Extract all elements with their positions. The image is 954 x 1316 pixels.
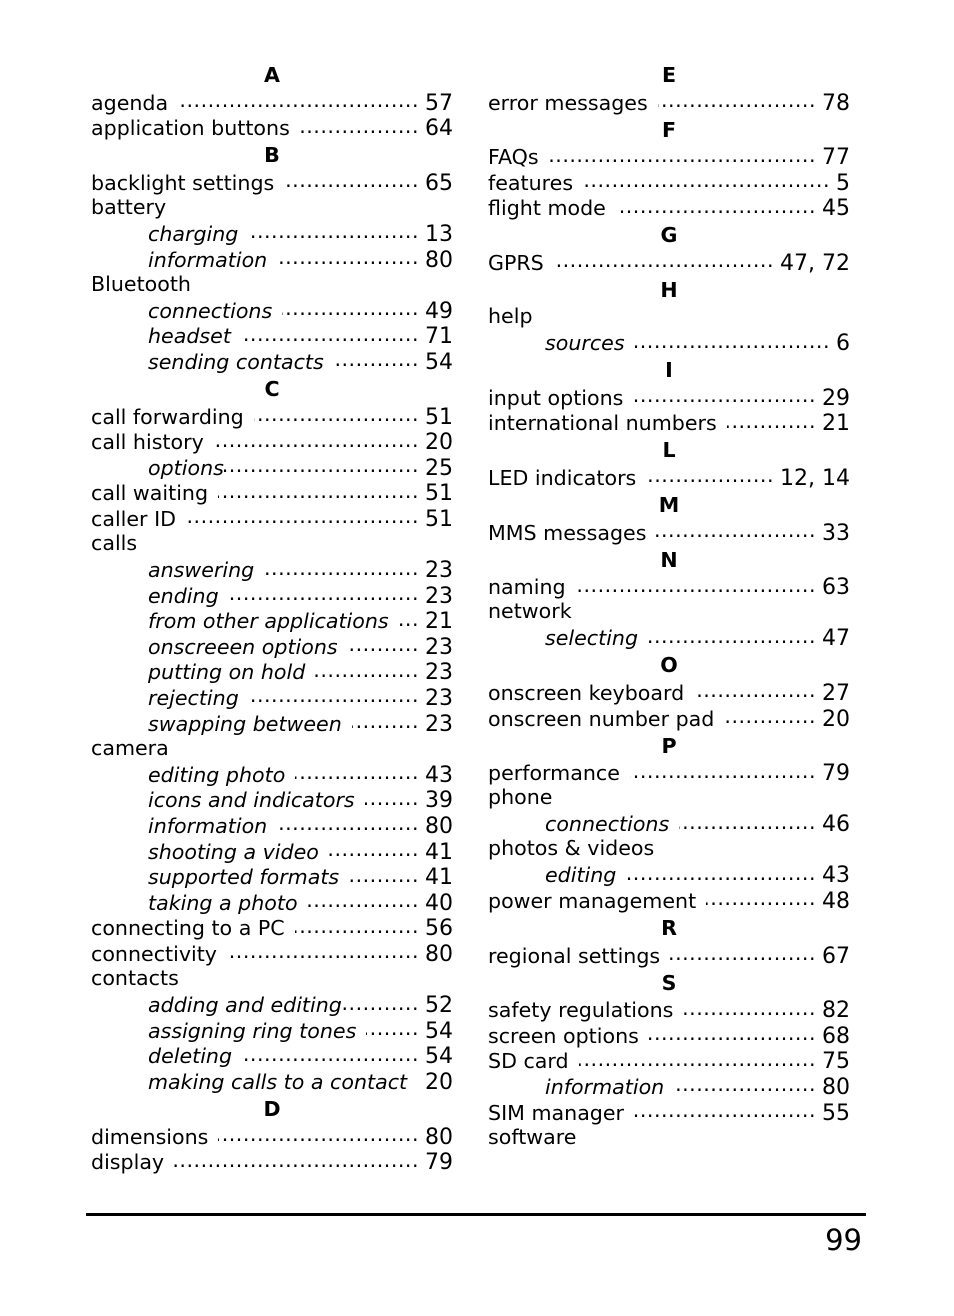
index-page-ref: 63 [822,575,850,601]
index-term: international numbers [488,411,717,436]
index-term: Bluetooth [91,271,191,296]
index-entry [488,1099,850,1125]
dot-leader [277,246,419,267]
index-entry [91,89,453,115]
index-page-ref: 67 [822,943,850,969]
index-page-ref: 82 [822,998,850,1024]
index-term: deleting [148,1044,233,1069]
index-entry [488,836,850,862]
dot-leader [706,887,816,908]
index-term: agenda [91,90,169,115]
index-page-ref: 68 [822,1023,850,1049]
index-page-ref: 6 [836,331,850,357]
dot-leader [630,760,816,781]
page-number: 99 [825,1223,862,1257]
dot-leader [334,348,419,369]
dot-leader [295,761,419,782]
index-entry [488,464,850,490]
index-subentry [91,608,453,634]
index-term: caller ID [91,506,176,531]
index-page-ref: 71 [425,324,453,350]
dot-leader [282,297,419,318]
index-entry [91,966,453,992]
index-term: taking a photo [148,890,298,915]
index-letter-heading: F [661,117,677,142]
dot-leader [727,410,816,431]
dot-leader [670,942,816,963]
index-term: connections [545,812,670,837]
index-term: options [148,455,224,480]
dot-leader [248,220,419,241]
index-entry [91,531,453,557]
index-term: call forwarding [91,404,244,429]
index-term: putting on hold [148,660,306,685]
dot-leader [549,144,816,165]
index-subentry [91,633,453,659]
dot-leader [218,480,419,501]
index-term: error messages [488,90,648,115]
index-term: help [488,303,533,328]
index-page-ref: 51 [425,506,453,532]
index-page-ref: 78 [822,90,850,116]
index-entry [91,169,453,195]
index-letter-heading: M [658,492,680,517]
index-term: photos & videos [488,836,655,861]
index-page-ref: 47, 72 [780,250,850,276]
index-subentry [488,811,850,837]
index-term: from other applications [148,609,389,634]
index-page-ref: 79 [822,761,850,787]
dot-leader [277,812,419,833]
index-page-ref: 55 [822,1100,850,1126]
index-term: backlight settings [91,170,275,195]
index-term: SIM manager [488,1100,625,1125]
index-entry [488,195,850,221]
dot-leader [365,787,419,808]
index-subentry [91,220,453,246]
index-term: connectivity [91,942,217,966]
index-page-ref: 79 [425,1150,453,1176]
index-subentry [91,684,453,710]
index-subentry [91,838,453,864]
dot-leader [186,505,419,526]
index-subentry [488,330,850,356]
index-entry [91,195,453,221]
index-entry [488,887,850,913]
index-page-ref: 23 [425,583,453,609]
index-term: call history [91,430,204,455]
footer-rule [86,1213,866,1216]
index-column-right [488,60,850,1150]
dot-leader [224,454,419,475]
index-page-ref: 49 [425,298,453,324]
index-page-ref: 13 [425,221,453,247]
index-page-ref: 45 [822,196,850,222]
index-term: ending [148,583,219,608]
index-term: charging [148,221,239,246]
index-page-ref: 23 [425,634,453,660]
index-page-ref: 51 [425,481,453,507]
index-entry [488,760,850,786]
index-page-ref: 54 [425,349,453,375]
index-term: battery [91,194,167,219]
dot-leader [646,464,774,485]
index-entry [488,785,850,811]
index-page-ref: 27 [822,680,850,706]
index-page-ref: 20 [822,706,850,732]
index-page-ref: 20 [425,1069,453,1095]
index-term: sending contacts [148,349,324,374]
dot-leader [284,169,419,190]
index-letter-heading: N [660,547,678,572]
index-subentry [91,761,453,787]
dot-leader [554,249,774,270]
dot-leader [674,1073,816,1094]
dot-leader [679,811,816,832]
index-entry [488,1125,850,1151]
index-term: onscreen number pad [488,706,715,731]
index-term: MMS messages [488,520,647,545]
index-term: camera [91,735,169,760]
index-entry [91,429,453,455]
dot-leader [724,705,816,726]
index-page-ref: 57 [425,90,453,116]
index-subentry [488,1073,850,1099]
index-term: network [488,599,572,624]
index-term: editing photo [148,762,286,787]
index-page-ref: 64 [425,116,453,142]
index-entry [488,249,850,275]
index-term: phone [488,785,553,810]
index-term: icons and indicators [148,788,355,813]
index-term: call waiting [91,481,209,506]
index-letter-heading: L [662,438,676,463]
index-term: information [545,1075,665,1100]
index-entry [488,384,850,410]
index-subentry [91,557,453,583]
dot-leader [254,403,419,424]
index-entry [488,89,850,115]
index-term: connections [148,298,273,323]
index-term: answering [148,558,255,583]
index-term: display [91,1150,165,1175]
index-term: adding and editing [148,993,342,1018]
index-page-ref: 80 [425,1124,453,1150]
index-letter-heading: B [264,143,280,168]
dot-leader [174,1149,419,1170]
index-term: swapping between [148,711,342,736]
index-term: software [488,1124,577,1149]
dot-leader [579,1048,816,1069]
index-term: making calls to a contact [148,1069,408,1094]
index-term: LED indicators [488,465,637,490]
index-subentry [91,297,453,323]
index-letter-heading: I [665,358,673,383]
dot-leader [348,633,419,654]
index-page-ref: 25 [425,455,453,481]
dot-leader [658,89,816,110]
index-page-ref: 23 [425,686,453,712]
index-page-ref: 33 [822,520,850,546]
index-letter-heading: C [264,376,280,401]
dot-leader [315,659,419,680]
dot-leader [694,679,816,700]
index-page-ref: 20 [425,430,453,456]
index-subentry [91,787,453,813]
index-page-ref: 80 [425,247,453,273]
dot-leader [264,557,419,578]
index-subentry [91,1043,453,1069]
index-page-ref: 54 [425,1018,453,1044]
index-entry [91,480,453,506]
index-entry [91,915,453,941]
index-page-ref: 12, 14 [780,465,850,491]
dot-leader [242,1043,419,1064]
index-term: calls [91,530,138,555]
index-page-ref: 43 [822,863,850,889]
index-entry [488,1048,850,1074]
index-page-ref: 51 [425,404,453,430]
dot-leader [229,582,419,603]
dot-leader [300,115,419,136]
index-term: application buttons [91,116,290,141]
index-subentry [91,992,453,1018]
index-page-ref: 65 [425,170,453,196]
index-subentry [91,454,453,480]
index-term: rejecting [148,686,239,711]
index-entry [488,304,850,330]
index-term: connecting to a PC [91,916,285,941]
index-entry [488,705,850,731]
index-entry [91,736,453,762]
index-page-ref: 40 [425,890,453,916]
index-page-ref: 23 [425,660,453,686]
index-page-ref: 75 [822,1049,850,1075]
dot-leader [295,915,419,936]
index-letter-heading: A [264,63,280,87]
index-entry [488,679,850,705]
index-term: information [148,247,268,272]
index-term: SD card [488,1049,569,1074]
index-letter-heading: E [661,63,677,87]
dot-leader [634,1099,816,1120]
index-subentry [91,710,453,736]
dot-leader [342,992,419,1013]
index-page-ref: 41 [425,839,453,865]
index-term: selecting [545,626,639,651]
dot-leader [352,710,419,731]
index-term: flight mode [488,196,606,221]
index-term: screen options [488,1023,639,1048]
index-subentry [91,659,453,685]
dot-leader [214,429,419,450]
index-page-ref: 80 [822,1075,850,1101]
index-letter-heading: D [263,1096,281,1121]
index-letter-heading: P [661,733,677,758]
index-term: naming [488,575,566,600]
index-term: shooting a video [148,839,319,864]
index-term: GPRS [488,250,544,275]
dot-leader [329,838,419,859]
index-subentry [91,323,453,349]
index-entry [488,599,850,625]
index-term: assigning ring tones [148,1018,357,1043]
index-term: sources [545,331,625,356]
index-page-ref: 77 [822,145,850,171]
index-subentry [91,348,453,374]
index-entry [91,1123,453,1149]
index-letter-heading: S [661,970,677,995]
index-page-ref: 56 [425,916,453,942]
index-page-ref: 23 [425,711,453,737]
dot-leader [249,684,419,705]
index-term: safety regulations [488,998,674,1023]
dot-leader [635,330,830,351]
dot-leader [178,89,419,110]
index-page-ref: 54 [425,1044,453,1070]
dot-leader [349,864,419,885]
index-entry [91,505,453,531]
dot-leader [227,940,419,961]
index-subentry [91,246,453,272]
dot-leader [218,1123,419,1144]
index-term: FAQs [488,145,539,170]
dot-leader [616,195,816,216]
index-page-ref: 46 [822,812,850,838]
index-subentry [488,862,850,888]
index-letter-heading: H [660,277,678,302]
dot-leader [683,997,816,1018]
dot-leader [633,384,816,405]
index-subentry [91,889,453,915]
index-page-ref: 21 [822,411,850,437]
index-page-ref: 5 [836,170,850,196]
dot-leader [649,1022,816,1043]
index-page-ref: 47 [822,626,850,652]
index-page-ref: 41 [425,865,453,891]
index-letter-heading: R [661,916,677,941]
dot-leader [308,889,419,910]
index-term: editing [545,863,617,888]
index-entry [488,169,850,195]
index-entry [91,940,453,966]
index-entry [488,144,850,170]
index-term: regional settings [488,943,661,968]
dot-leader [583,169,830,190]
index-letter-heading: G [660,223,678,248]
index-entry [91,1149,453,1175]
index-entry [488,519,850,545]
index-page-ref: 29 [822,385,850,411]
dot-leader [648,625,816,646]
index-entry [488,410,850,436]
index-page-ref: 39 [425,788,453,814]
index-subentry [91,582,453,608]
index-entry [91,115,453,141]
index-term: dimensions [91,1124,209,1149]
dot-leader [656,519,816,540]
index-page-ref: 80 [425,814,453,840]
index-subentry [91,812,453,838]
index-entry [488,1022,850,1048]
index-subentry [488,625,850,651]
index-entry [488,942,850,968]
index-letter-heading: O [660,653,678,678]
index-term: headset [148,324,231,349]
index-column-left [91,60,453,1174]
index-term: supported formats [148,865,340,890]
dot-leader [576,574,816,595]
index-page-ref: 21 [425,609,453,635]
index-term: onscreen keyboard [488,680,685,705]
index-term: onscreeen options [148,634,338,659]
index-entry [488,997,850,1023]
dot-leader [366,1017,419,1038]
index-term: features [488,170,574,195]
index-term: performance [488,761,620,786]
index-page-ref: 80 [425,942,453,967]
index-entry [91,403,453,429]
index-page-ref: 52 [425,993,453,1019]
index-subentry [91,1068,453,1094]
index-entry [91,272,453,298]
index-page-ref: 23 [425,558,453,584]
index-term: input options [488,385,624,410]
index-page-ref: 48 [822,889,850,915]
index-page-ref: 43 [425,762,453,788]
dot-leader [399,608,419,629]
index-entry [488,574,850,600]
index-term: contacts [91,966,179,990]
index-term: power management [488,889,697,914]
index-subentry [91,864,453,890]
dot-leader [626,862,816,883]
index-term: information [148,814,268,839]
index-subentry [91,1017,453,1043]
dot-leader [241,323,419,344]
